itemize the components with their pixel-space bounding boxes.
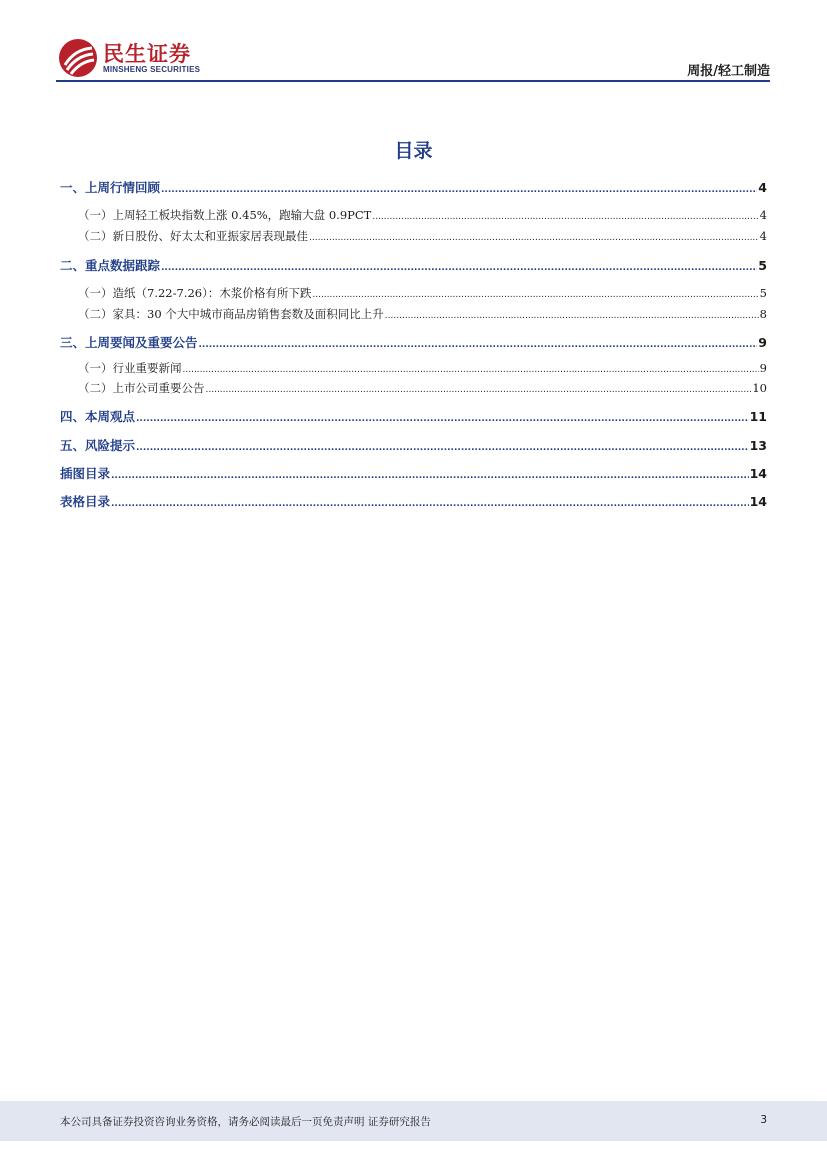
toc-dot-leader <box>199 340 758 350</box>
toc-title: 目录 <box>394 140 433 162</box>
toc-entry-page: 5 <box>758 258 767 273</box>
toc-entry-page: 9 <box>759 361 767 375</box>
toc-entry-label: 表格目录 <box>60 494 111 509</box>
toc-dot-leader <box>385 311 759 321</box>
toc-entry-label: 二、重点数据跟踪 <box>60 258 161 273</box>
report-type: 周报/轻工制造 <box>687 64 770 79</box>
toc-entry-page: 14 <box>749 466 767 481</box>
toc-subsection-link[interactable] <box>60 360 767 376</box>
toc-section-link[interactable] <box>60 436 767 454</box>
page-header <box>56 36 770 84</box>
toc-subsection-link[interactable] <box>60 306 767 322</box>
toc-entry-page: 4 <box>759 208 767 222</box>
logo-english-name: MINSHENG SECURITIES <box>103 65 201 74</box>
toc-dot-leader <box>136 414 749 424</box>
page-number: 3 <box>760 1114 767 1126</box>
toc-dot-leader <box>111 499 749 509</box>
toc-subsection-link[interactable] <box>60 228 767 244</box>
toc-entry-label: 三、上周要闻及重要公告 <box>60 335 198 350</box>
company-logo <box>56 36 216 80</box>
toc-entry-label: （一）造纸（7.22-7.26）：木浆价格有所下跌 <box>78 286 312 300</box>
toc-entry-label: 一、上周行情回顾 <box>60 180 161 195</box>
toc-subsection-link[interactable] <box>60 207 767 223</box>
toc-section-link[interactable] <box>60 256 767 274</box>
toc-entry-label: （二）家具：30 个大中城市商品房销售套数及面积同比上升 <box>78 307 384 321</box>
toc-entry-label: 五、风险提示 <box>60 438 136 453</box>
toc-entry-page: 14 <box>749 494 767 509</box>
toc-entry-label: （二）上市公司重要公告 <box>78 381 205 395</box>
toc-dot-leader <box>206 385 752 395</box>
logo-chinese-name: 民生证券 <box>103 42 191 66</box>
toc-entry-label: （二）新日股份、好太太和亚振家居表现最佳 <box>78 229 308 243</box>
toc-dot-leader <box>183 365 759 375</box>
footer-disclaimer: 本公司具备证券投资咨询业务资格，请务必阅读最后一页免责声明 证券研究报告 <box>60 1116 431 1128</box>
toc-subsection-link[interactable] <box>60 285 767 301</box>
toc-dot-leader <box>161 185 757 195</box>
toc-section-link[interactable] <box>60 178 767 196</box>
toc-dot-leader <box>309 233 759 243</box>
toc-entry-label: （一）行业重要新闻 <box>78 361 182 375</box>
toc-section-link[interactable] <box>60 333 767 351</box>
toc-entry-page: 5 <box>759 286 767 300</box>
toc-entry-page: 11 <box>749 409 767 424</box>
toc-entry-label: 四、本周观点 <box>60 409 136 424</box>
toc-entry-page: 4 <box>759 229 767 243</box>
toc-section-link[interactable] <box>60 492 767 510</box>
toc-entry-page: 8 <box>759 307 767 321</box>
toc-entry-page: 9 <box>758 335 767 350</box>
toc-section-link[interactable] <box>60 464 767 482</box>
toc-entry-label: （一）上周轻工板块指数上涨 0.45%，跑输大盘 0.9PCT <box>78 208 372 222</box>
header-divider <box>56 80 770 82</box>
toc-subsection-link[interactable] <box>60 380 767 396</box>
toc-entry-page: 4 <box>758 180 767 195</box>
minsheng-logo-icon <box>58 38 98 78</box>
toc-dot-leader <box>111 471 749 481</box>
toc-dot-leader <box>161 263 757 273</box>
toc-entry-page: 10 <box>752 381 767 395</box>
toc-entry-page: 13 <box>749 438 767 453</box>
toc-entry-label: 插图目录 <box>60 466 111 481</box>
toc-dot-leader <box>312 290 758 300</box>
page-footer <box>0 1101 827 1141</box>
toc-section-link[interactable] <box>60 407 767 425</box>
toc-dot-leader <box>372 212 758 222</box>
toc-dot-leader <box>136 443 749 453</box>
